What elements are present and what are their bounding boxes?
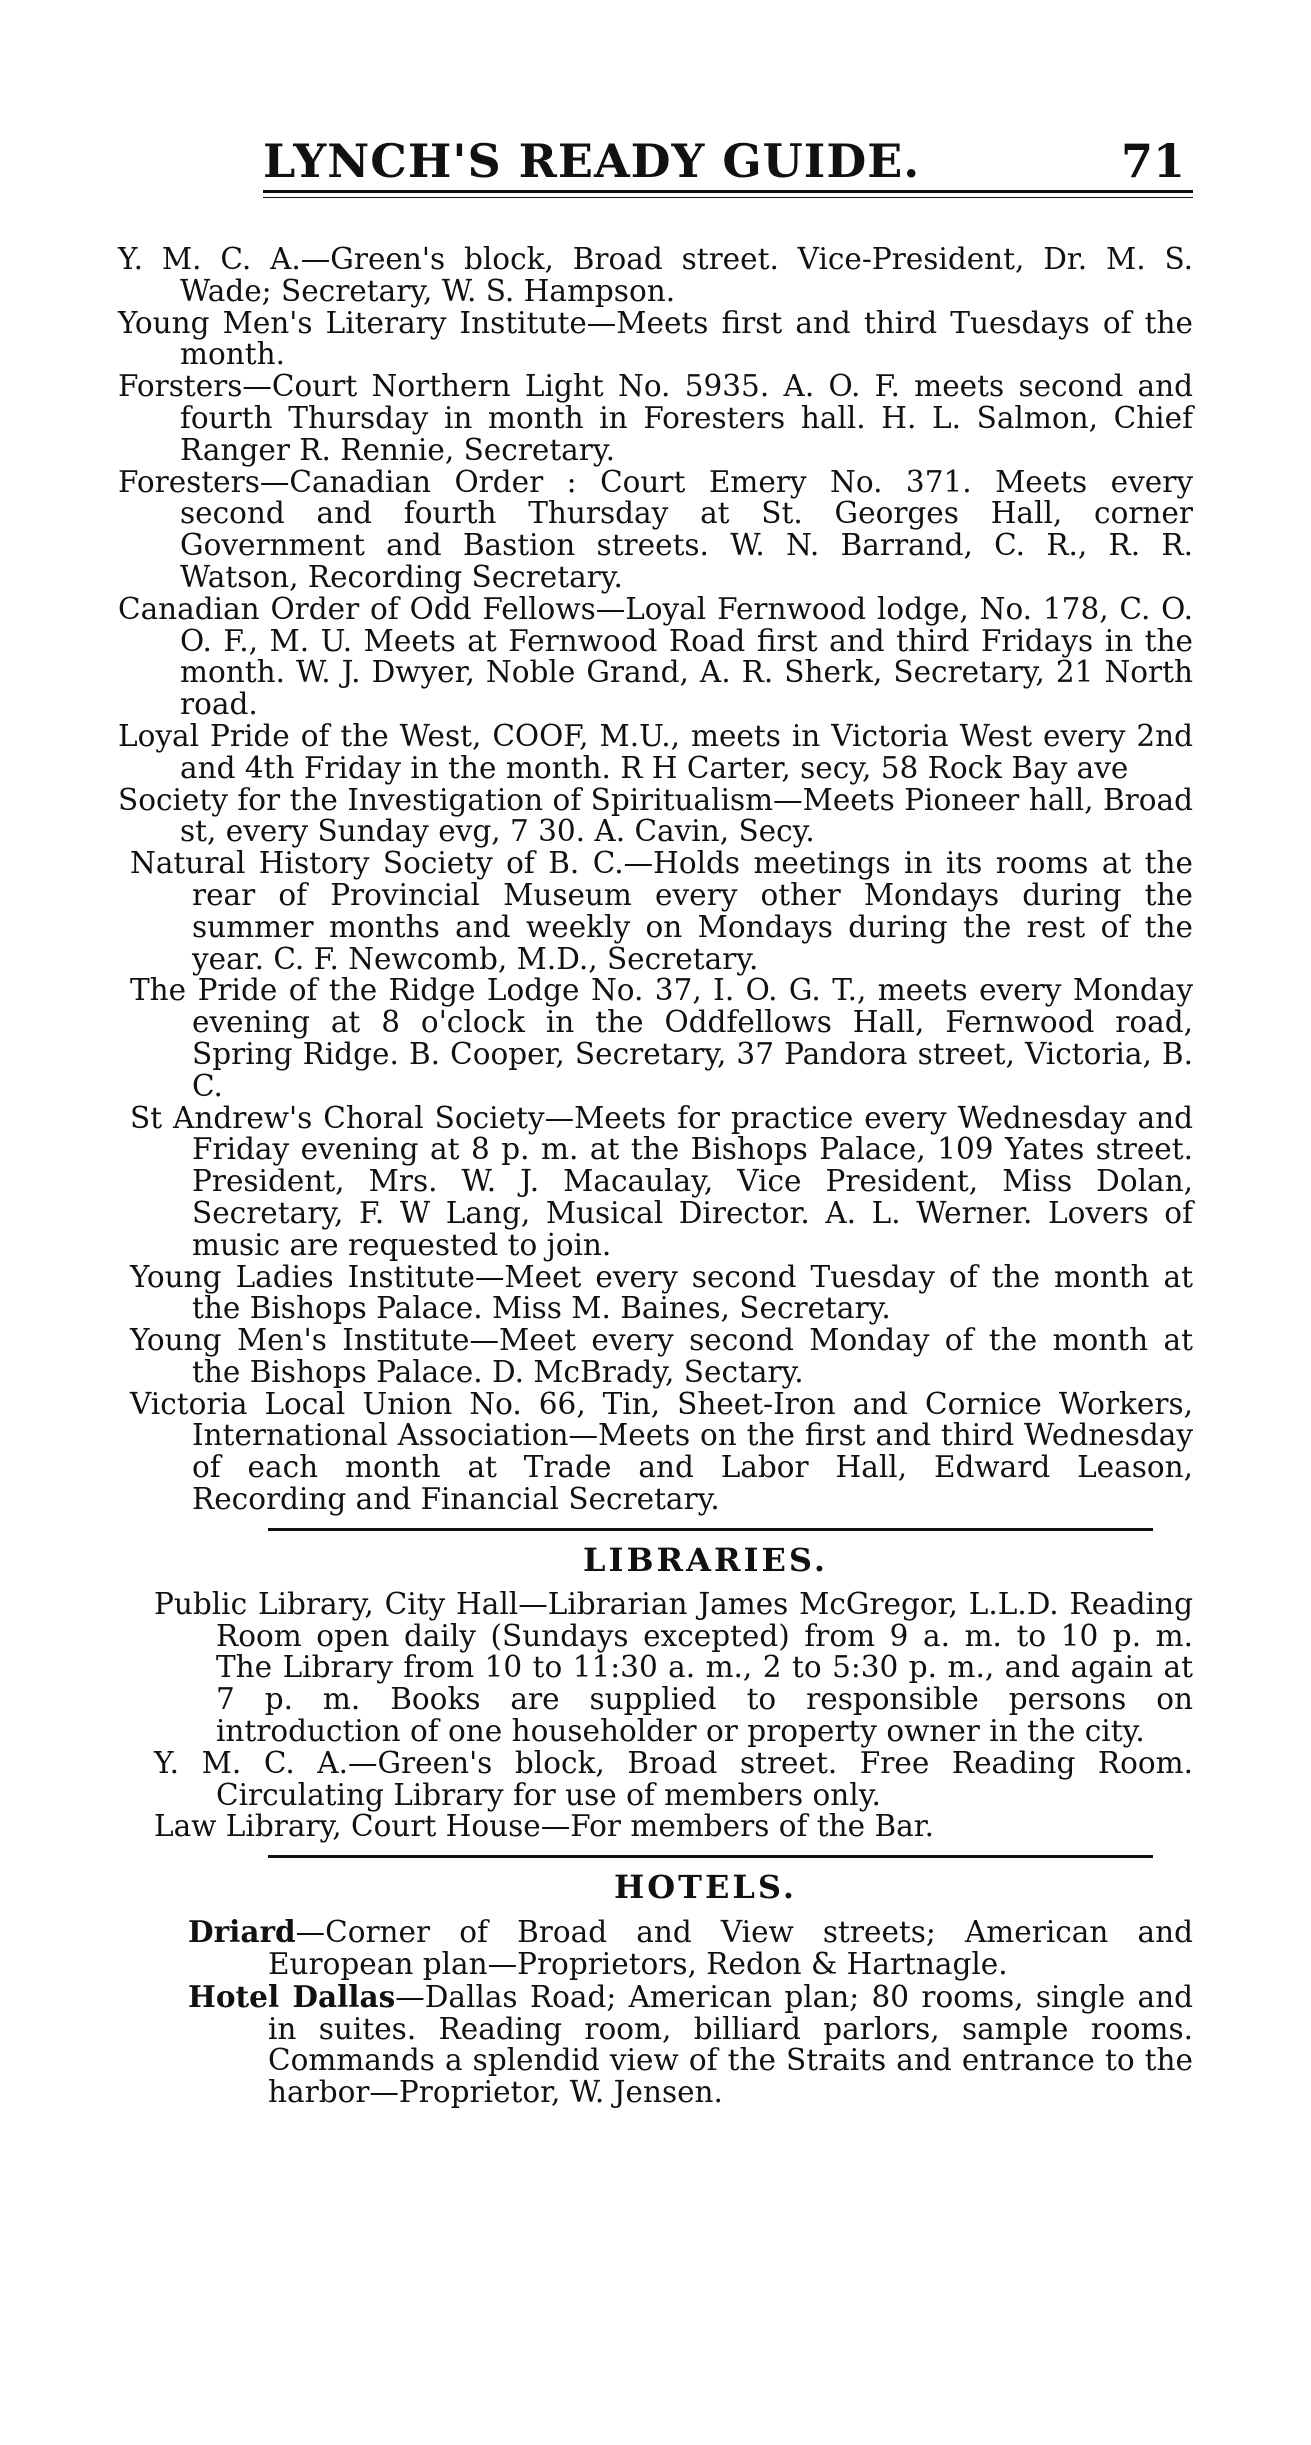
- hotel-description: —Dallas Road; American plan; 80 rooms, single and in suites. Reading room, billiard parlors, sample rooms. Commands a splendid view of the Straits and entrance to the harbor—Proprietor, W. Jensen.: [268, 1979, 1193, 2110]
- listing-entry: Forsters—Court Northern Light No. 5935. A. O. F. meets second and fourth Thursday in month in Foresters hall. H. L. Salmon, Chief Ranger R. Rennie, Secretary.: [118, 369, 1193, 467]
- listing-entry: Society for the Investigation of Spiritualism—Meets Pioneer hall, Broad st, every Sunday evg, 7 30. A. Cavin, Secy.: [118, 782, 1193, 849]
- page-number: 71: [1120, 134, 1185, 188]
- hotel-name: Hotel Dallas: [188, 1978, 396, 2014]
- listing-entry: Loyal Pride of the West, COOF, M.U., meets in Victoria West every 2nd and 4th Friday in the month. R H Carter, secy, 58 Rock Bay ave: [118, 718, 1193, 785]
- listing-entry: Young Men's Institute—Meet every second Monday of the month at the Bishops Palace. D. McBrady, Sectary.: [130, 1323, 1193, 1389]
- section-divider: [268, 1855, 1153, 1858]
- hotel-entry: [118, 1916, 1193, 1981]
- listing-entry: Young Men's Literary Institute—Meets first and third Tuesdays of the month.: [118, 305, 1193, 372]
- listing-entry: Y. M. C. A.—Green's block, Broad street. Vice-President, Dr. M. S. Wade; Secretary, W. S. Hampson.: [118, 242, 1193, 308]
- listing-entry: Foresters—Canadian Order : Court Emery No. 371. Meets every second and fourth Thursday at St. Georges Hall, corner Government and Bastion streets. W. N. Barrand, C. R., R. R. Watson, Recording Secretary.: [118, 464, 1193, 594]
- hotel-name: Driard: [188, 1914, 296, 1950]
- library-entry: Law Library, Court House—For members of the Bar.: [154, 1809, 934, 1844]
- hotel-description: —Corner of Broad and View streets; American and European plan—Proprietors, Redon & Hartnagle.: [268, 1915, 1193, 1982]
- hotels-section: [118, 1868, 1193, 2109]
- listing-entry: Young Ladies Institute—Meet every second Tuesday of the month at the Bishops Palace. Miss M. Baines, Secretary.: [130, 1259, 1193, 1326]
- page: [118, 120, 1193, 2109]
- section-divider: [268, 1528, 1153, 1531]
- header-rule: [263, 190, 1193, 198]
- library-entry: Public Library, City Hall—Librarian James McGregor, L.L.D. Reading Room open daily (Sundays excepted) from 9 a. m. to 10 p. m. The Library from 10 to 11:30 a. m., 2 to 5:30 p. m., and again at 7 p. m. Books are supplied to responsible persons on introduction of one householder or property owner in the city.: [154, 1586, 1193, 1749]
- listing-entry: Canadian Order of Odd Fellows—Loyal Fernwood lodge, No. 178, C. O. O. F., M. U. Meets at Fernwood Road first and third Fridays in the month. W. J. Dwyer, Noble Grand, A. R. Sherk, Secretary, 21 North road.: [118, 591, 1193, 722]
- society-listings: [118, 244, 1193, 1516]
- section-heading: LIBRARIES.: [583, 1540, 828, 1579]
- hotel-entry: [118, 1978, 1193, 2110]
- running-title: LYNCH'S READY GUIDE.: [263, 134, 921, 188]
- section-heading: HOTELS.: [614, 1868, 797, 1907]
- listing-entry: St Andrew's Choral Society—Meets for practice every Wednesday and Friday evening at 8 p. m. at the Bishops Palace, 109 Yates street. President, Mrs. W. J. Macaulay, Vice President, Miss Dolan, Secretary, F. W Lang, Musical Director. A. L. Werner. Lovers of music are requested to join.: [130, 1100, 1193, 1262]
- library-entry: Y. M. C. A.—Green's block, Broad street. Free Reading Room. Circulating Library for use of members only.: [154, 1745, 1193, 1812]
- listing-entry: The Pride of the Ridge Lodge No. 37, I. O. G. T., meets every Monday evening at 8 o'clock in the Oddfellows Hall, Fernwood road, Spring Ridge. B. Cooper, Secretary, 37 Pandora street, Victoria, B. C.: [130, 973, 1193, 1103]
- listing-entry: Natural History Society of B. C.—Holds meetings in its rooms at the rear of Provincial Museum every other Mondays during the summer months and weekly on Mondays during the rest of the year. C. F. Newcomb, M.D., Secretary.: [130, 846, 1193, 976]
- libraries-section: [118, 1541, 1193, 1843]
- page-header: [118, 120, 1193, 200]
- listing-entry: Victoria Local Union No. 66, Tin, Sheet-Iron and Cornice Workers, International Association—Meets on the first and third Wednesday of each month at Trade and Labor Hall, Edward Leason, Recording and Financial Secretary.: [130, 1386, 1193, 1517]
